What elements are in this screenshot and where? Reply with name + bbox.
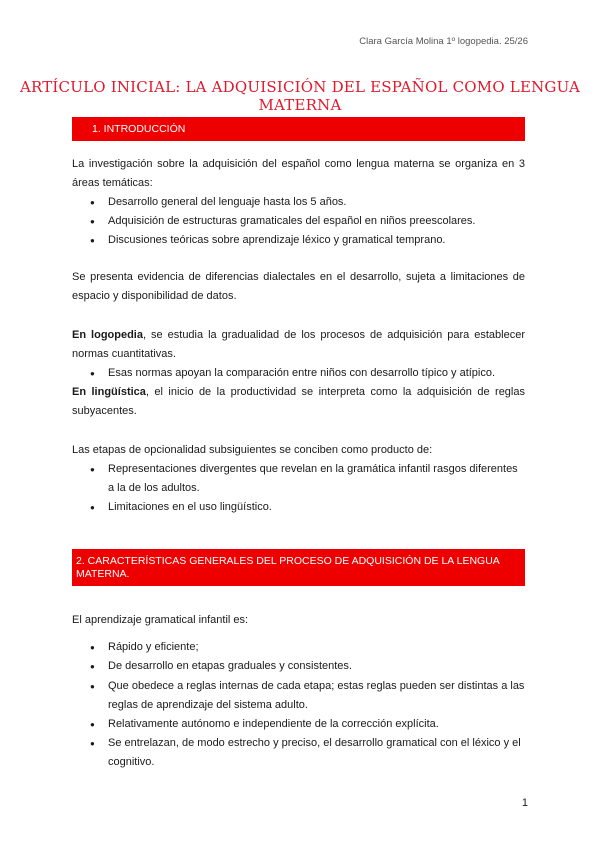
logopedia-paragraph (72, 326, 525, 364)
list-item: ● Representaciones divergentes que revelan en la gramática infantil rasgos diferentes a la de los adultos. (90, 460, 525, 498)
linguistica-label: En lingüística (72, 386, 146, 398)
list-item: ● Rápido y eficiente; (90, 638, 525, 657)
list-item: ● Desarrollo general del lenguaje hasta los 5 años. (90, 193, 525, 212)
list-item: ● Adquisición de estructuras gramaticales del español en niños preescolares. (90, 212, 525, 231)
list-item: ● Discusiones teóricas sobre aprendizaje léxico y gramatical temprano. (90, 231, 525, 250)
list-item: ● De desarrollo en etapas graduales y consistentes. (90, 657, 525, 676)
evidence-paragraph: Se presenta evidencia de diferencias dialectales en el desarrollo, sujeta a limitaciones de espacio y disponibilidad de datos. (72, 271, 525, 302)
linguistica-paragraph (72, 383, 525, 421)
linguistica-text: , el inicio de la productividad se interpreta como la adquisición de reglas subyacentes. (72, 386, 525, 417)
header-author: Clara García Molina 1º logopedia. 25/26 (359, 36, 528, 47)
section-1-heading-bar (72, 117, 525, 141)
list-item: ● Relativamente autónomo e independiente de la corrección explícita. (90, 715, 525, 734)
intro-paragraph: La investigación sobre la adquisición del español como lengua materna se organiza en 3 áreas temáticas: (72, 158, 525, 189)
section-1-heading: 1. INTRODUCCIÓN (92, 123, 186, 135)
section-2-intro: El aprendizaje gramatical infantil es: (72, 614, 249, 626)
logopedia-label: En logopedia (72, 329, 143, 341)
list-item: ● Limitaciones en el uso lingüístico. (90, 498, 525, 517)
section-2-heading-bar (72, 549, 525, 586)
logopedia-text: , se estudia la gradualidad de los procesos de adquisición para establecer normas cuantitativas. (72, 329, 525, 360)
document-title: ARTÍCULO INICIAL: LA ADQUISICIÓN DEL ESPAÑOL COMO LENGUA MATERNA (19, 78, 581, 114)
list-item: ● Se entrelazan, de modo estrecho y preciso, el desarrollo gramatical con el léxico y el cognitivo. (90, 734, 525, 772)
section-2-heading: 2. CARACTERÍSTICAS GENERALES DEL PROCESO DE ADQUISICIÓN DE LA LENGUA MATERNA. (76, 555, 500, 580)
list-item: ● Que obedece a reglas internas de cada etapa; estas reglas pueden ser distintas a las reglas de aprendizaje del sistema adulto. (90, 677, 525, 715)
page-number: 1 (521, 797, 528, 809)
stages-intro: Las etapas de opcionalidad subsiguientes se conciben como producto de: (72, 444, 433, 456)
list-item: ● Esas normas apoyan la comparación entre niños con desarrollo típico y atípico. (90, 364, 525, 383)
